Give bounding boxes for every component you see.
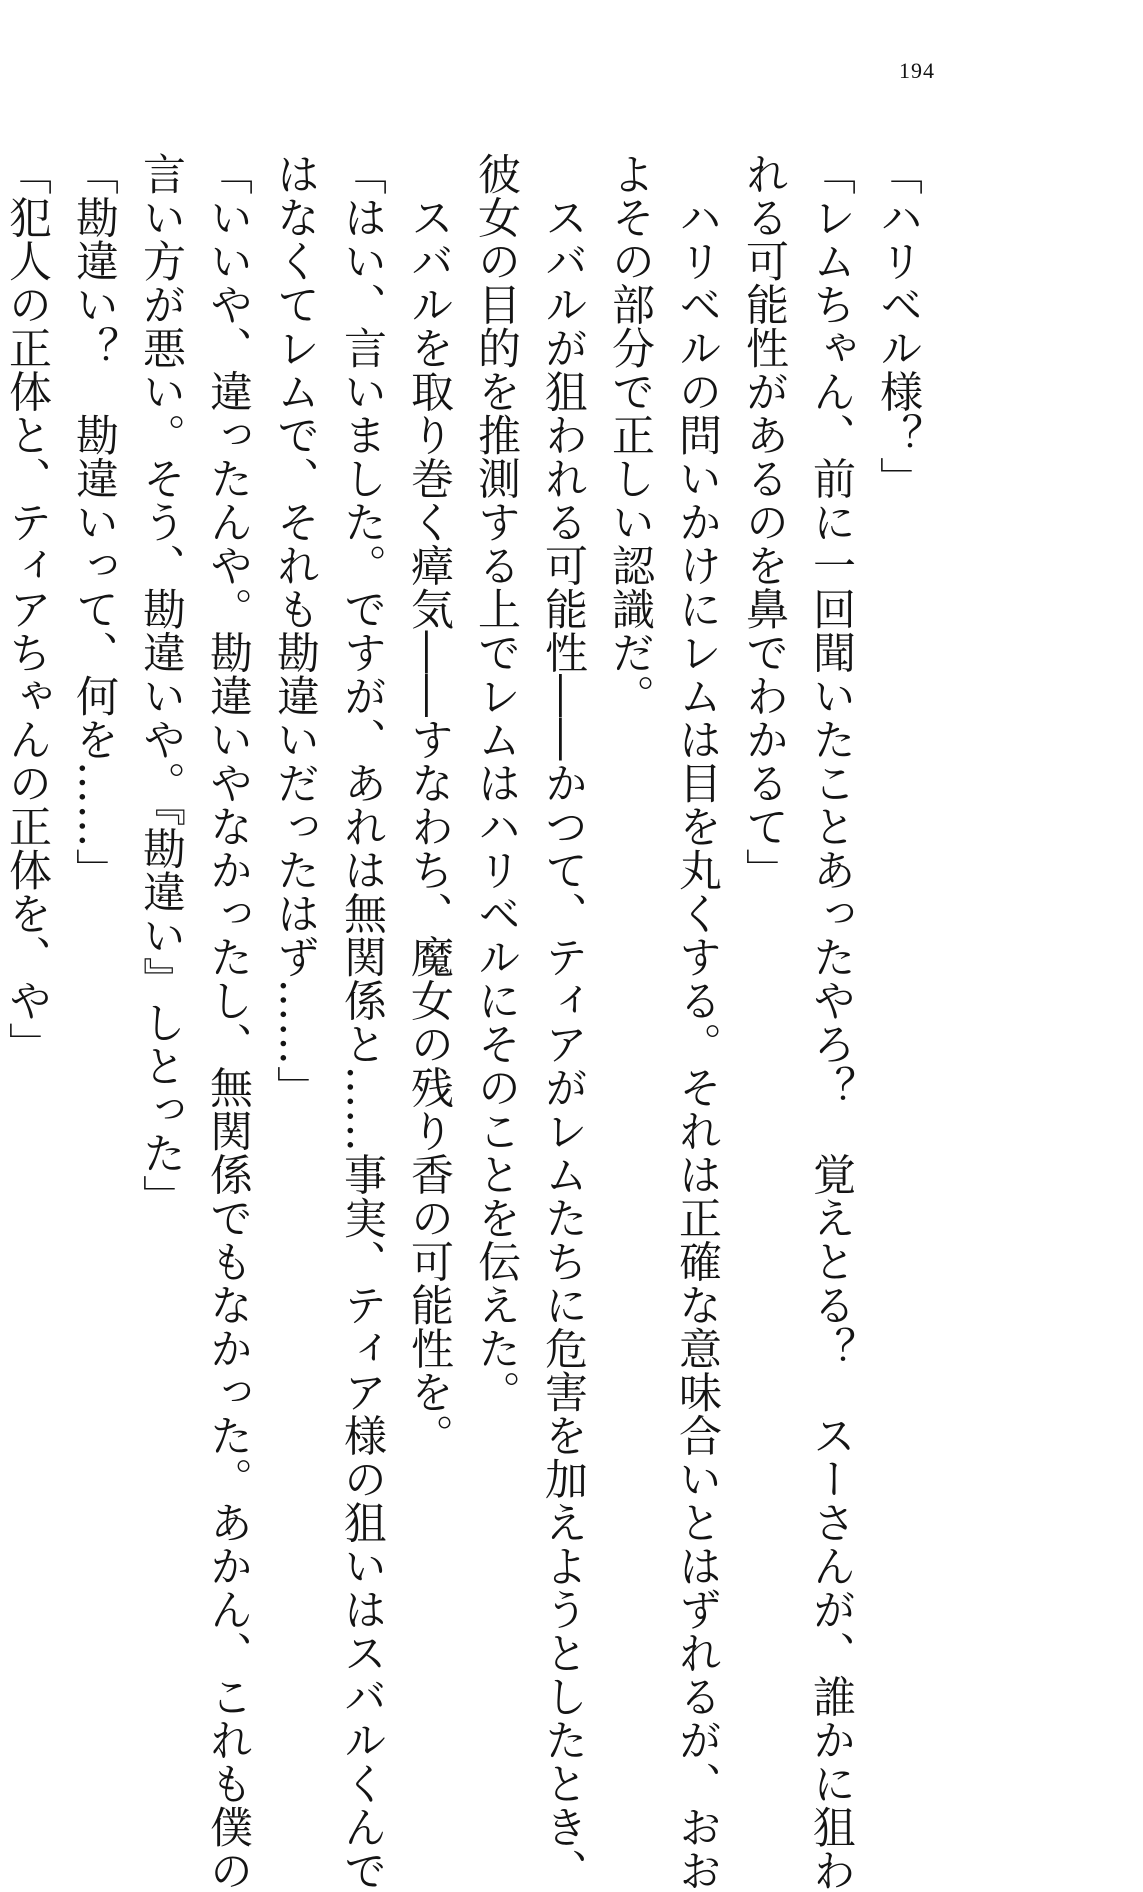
text-line: はなくてレムで、それも勘違いだったはず……」 [270,152,320,1109]
text-line: 「ハリベル様？」 [873,152,923,500]
text-line: 「犯人の正体と、ティアちゃんの正体を、や」 [2,152,52,1066]
page-number: 194 [899,58,935,83]
text-line: 彼女の目的を推測する上でレムはハリベルにそのことを伝えた。 [471,152,521,1414]
text-line: 「いいや、違ったんや。勘違いやなかったし、無関係でもなかった。あかん、これも僕の [203,152,253,1892]
text-line: 「勘違い？ 勘違いって、何を……」 [69,152,119,892]
text-line: よその部分で正しい認識だ。 [605,152,655,718]
text-line: ハリベルの問いかけにレムは目を丸くする。それは正確な意味合いとはずれるが、おお [672,152,722,1892]
text-line: 言い方が悪い。そう、勘違いや。『勘違い』しとった」 [136,152,186,1218]
vertical-text-body [0,152,931,1892]
text-line: 「レムちゃん、前に一回聞いたことあったやろ？ 覚えとる？ スーさんが、誰かに狙わ [806,152,856,1892]
text-line: スバルを取り巻く瘴気――すなわち、魔女の残り香の可能性を。 [404,152,454,1457]
text-line: れる可能性があるのを鼻でわかるて」 [739,152,789,892]
text-line: スバルが狙われる可能性――かつて、ティアがレムたちに危害を加えようとしたとき、 [538,152,588,1892]
text-line: 「はい、言いました。ですが、あれは無関係と……事実、ティア様の狙いはスバルくんで [337,152,387,1892]
